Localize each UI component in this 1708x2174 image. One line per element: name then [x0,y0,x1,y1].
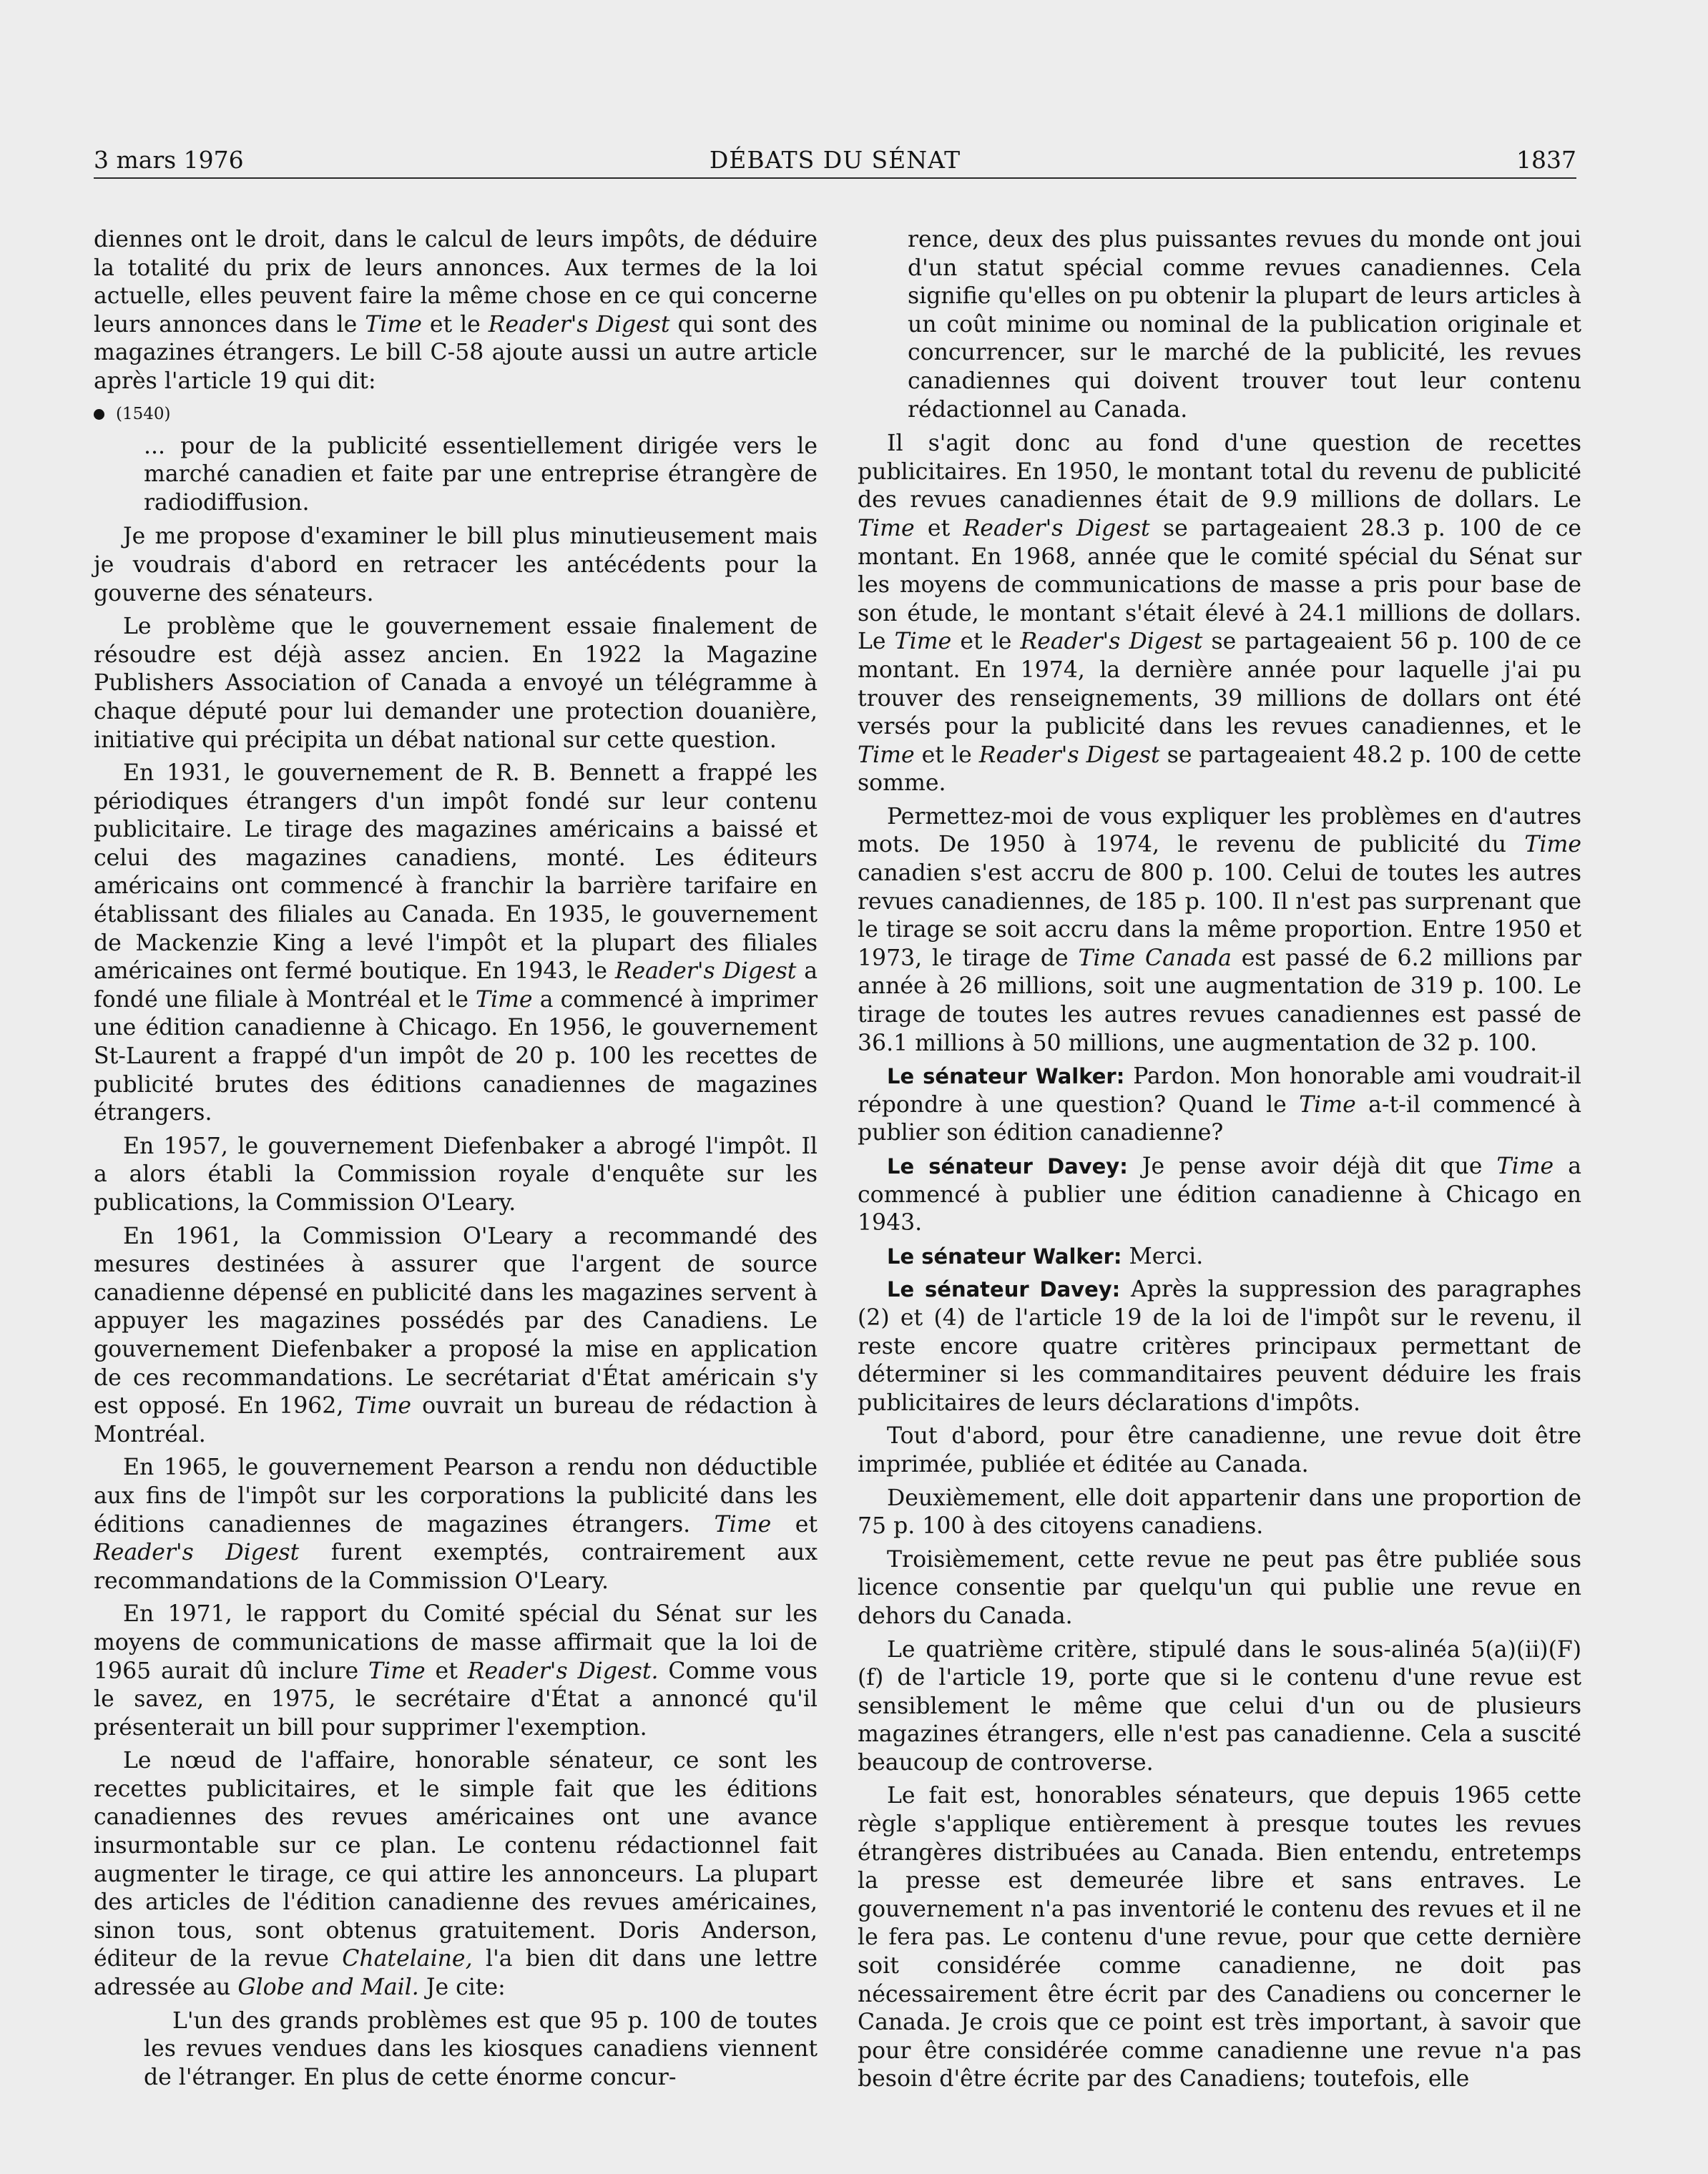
header-date: 3 mars 1976 [94,146,244,174]
left-column [94,226,818,2097]
paragraph: Permettez-moi de vous expliquer les problèmes en d'autres mots. De 1950 à 1974, le revenu de publicité du Time canadien s'est accru de 800 p. 100. Celui de toutes les autres revues canadiennes, de 185 p. 100. Il n'est pas surprenant que le tirage se soit accru dans la même proportion. Entre 1950 et 1973, le tirage de Time Canada est passé de 6.2 millions par année à 26 millions, soit une augmentation de 319 p. 100. Le tirage de toutes les autres revues canadiennes est passé de 36.1 millions à 50 millions, une augmentation de 32 p. 100. [858,803,1581,1056]
speaker-name: Le sénateur Walker: [887,1244,1122,1269]
block-quote: ... pour de la publicité essentiellement dirigée vers le marché canadien et faite par une entreprise étrangère de radiodiffusion. [144,433,818,516]
header-title: DÉBATS DU SÉNAT [709,146,961,174]
speaker-name: Le sénateur Davey: [887,1277,1121,1302]
paragraph: Tout d'abord, pour être canadienne, une revue doit être imprimée, publiée et éditée au Canada. [858,1423,1581,1477]
speaker-name: Le sénateur Walker: [887,1064,1125,1089]
header-page-number: 1837 [1516,146,1576,174]
paragraph: Troisièmement, cette revue ne peut pas être publiée sous licence consentie par quelqu'un qui publie une revue en dehors du Canada. [858,1546,1581,1629]
paragraph: Deuxièmement, elle doit appartenir dans une proportion de 75 p. 100 à des citoyens canadiens. [858,1485,1581,1540]
paragraph: Le nœud de l'affaire, honorable sénateur, ce sont les recettes publicitaires, et le simple fait que les éditions canadiennes des revues américaines ont une avance insurmontable sur ce plan. Le contenu rédactionnel fait augmenter le tirage, ce qui attire les annonceurs. La plupart des articles de l'édition canadienne des revues américaines, sinon tous, sont obtenus gratuitement. Doris Anderson, éditeur de la revue Chatelaine, l'a bien dit dans une lettre adressée au Globe and Mail. Je cite: [94,1748,818,2001]
paragraph: diennes ont le droit, dans le calcul de leurs impôts, de déduire la totalité du prix de leurs annonces. Aux termes de la loi actuelle, elles peuvent faire la même chose en ce qui concerne leurs annonces dans le Time et le Reader's Digest qui sont des magazines étrangers. Le bill C-58 ajoute aussi un autre article après l'article 19 qui dit: [94,227,818,394]
paragraph: En 1971, le rapport du Comité spécial du Sénat sur les moyens de communications de masse affirmait que la loi de 1965 aurait dû inclure Time et Reader's Digest. Comme vous le savez, en 1975, le secrétaire d'État a annoncé qu'il présenterait un bill pour supprimer l'exemption. [94,1601,818,1741]
paragraph: Le sénateur Davey: Après la suppression des paragraphes (2) et (4) de l'article 19 de la loi de l'impôt sur le revenu, il reste encore quatre critères principaux permettant de déterminer si les commanditaires peuvent déduire les frais publicitaires de leurs déclarations d'impôts. [858,1277,1581,1416]
paragraph: Le sénateur Walker: Pardon. Mon honorable ami voudrait-il répondre à une question? Quand le Time a-t-il commencé à publier son édition canadienne? [858,1063,1581,1146]
paragraph: Il s'agit donc au fond d'une question de recettes publicitaires. En 1950, le montant total du revenu de publicité des revues canadiennes était de 9.9 millions de dollars. Le Time et Reader's Digest se partageaient 28.3 p. 100 de ce montant. En 1968, année que le comité spécial du Sénat sur les moyens de communications de masse a pris pour base de son étude, le montant s'était élevé à 24.1 millions de dollars. Le Time et le Reader's Digest se partageaient 56 p. 100 de ce montant. En 1974, la dernière année pour laquelle j'ai pu trouver des renseignements, 39 millions de dollars ont été versés pour la publicité dans les revues canadiennes, et le Time et le Reader's Digest se partageaient 48.2 p. 100 de cette somme. [858,431,1581,797]
right-column [858,226,1581,2099]
paragraph: Je me propose d'examiner le bill plus minutieusement mais je voudrais d'abord en retracer les antécédents pour la gouverne des sénateurs. [94,523,818,606]
block-quote: L'un des grands problèmes est que 95 p. 100 de toutes les revues vendues dans les kiosques canadiens viennent de l'étranger. En plus de cette énorme concur- [144,2007,818,2090]
page-header [94,143,1576,179]
paragraph: En 1957, le gouvernement Diefenbaker a abrogé l'impôt. Il a alors établi la Commission royale d'enquête sur les publications, la Commission O'Leary. [94,1133,818,1216]
paragraph: Le fait est, honorables sénateurs, que depuis 1965 cette règle s'applique entièrement à presque toutes les revues étrangères distribuées au Canada. Bien entendu, entretemps la presse est demeurée libre et sans entraves. Le gouvernement n'a pas inventorié le contenu des revues et il ne le fera pas. Le contenu d'une revue, pour que cette dernière soit considérée comme canadienne, ne doit pas nécessairement être écrit par des Canadiens ou concerner le Canada. Je crois que ce point est très important, à savoir que pour être considérée comme canadienne une revue n'a pas besoin d'être écrite par des Canadiens; toutefois, elle [858,1783,1581,2092]
paragraph: Le problème que le gouvernement essaie finalement de résoudre est déjà assez ancien. En 1922 la Magazine Publishers Association of Canada a envoyé un télégramme à chaque député pour lui demander une protection douanière, initiative qui précipita un débat national sur cette question. [94,614,818,753]
time-marker: (1540) [94,401,818,427]
paragraph: Le sénateur Walker: Merci. [887,1243,1204,1269]
speaker-name: Le sénateur Davey: [887,1154,1128,1179]
paragraph: En 1965, le gouvernement Pearson a rendu non déductible aux fins de l'impôt sur les corporations la publicité dans les éditions canadiennes de magazines étrangers. Time et Reader's Digest furent exemptés, contrairement aux recommandations de la Commission O'Leary. [94,1455,818,1594]
paragraph: Le sénateur Davey: Je pense avoir déjà dit que Time a commencé à publier une édition canadienne à Chicago en 1943. [858,1154,1581,1236]
paragraph: Le quatrième critère, stipulé dans le sous-alinéa 5(a)(ii)(F)(f) de l'article 19, porte que si le contenu d'une revue est sensiblement le même que celui d'un ou de plusieurs magazines étrangers, elle n'est pas canadienne. Cela a suscité beaucoup de controverse. [858,1636,1581,1776]
bullet-icon [94,409,104,420]
paragraph: En 1931, le gouvernement de R. B. Bennett a frappé les périodiques étrangers d'un impôt fondé sur leur contenu publicitaire. Le tirage des magazines américains a baissé et celui des magazines canadiens, monté. Les éditeurs américains ont commencé à franchir la barrière tarifaire en établissant des filiales au Canada. En 1935, le gouvernement de Mackenzie King a levé l'impôt et la plupart des filiales américaines ont fermé boutique. En 1943, le Reader's Digest a fondé une filiale à Montréal et le Time a commencé à imprimer une édition canadienne à Chicago. En 1956, le gouvernement St-Laurent a frappé d'un impôt de 20 p. 100 les recettes de publicité brutes des éditions canadiennes de magazines étrangers. [94,760,818,1126]
paragraph: En 1961, la Commission O'Leary a recommandé des mesures destinées à assurer que l'argent de source canadienne dépensé en publicité dans les magazines servent à appuyer les magazines possédés par des Canadiens. Le gouvernement Diefenbaker a proposé la mise en application de ces recommandations. Le secrétariat d'État américain s'y est opposé. En 1962, Time ouvrait un bureau de rédaction à Montréal. [94,1223,818,1447]
block-quote: rence, deux des plus puissantes revues du monde ont joui d'un statut spécial comme revues canadiennes. Cela signifie qu'elles on pu obtenir la plupart de leurs articles à un coût minime ou nominal de la publication originale et concurrencer, sur le marché de la publicité, les revues canadiennes qui doivent trouver tout leur contenu rédactionnel au Canada. [908,227,1581,423]
